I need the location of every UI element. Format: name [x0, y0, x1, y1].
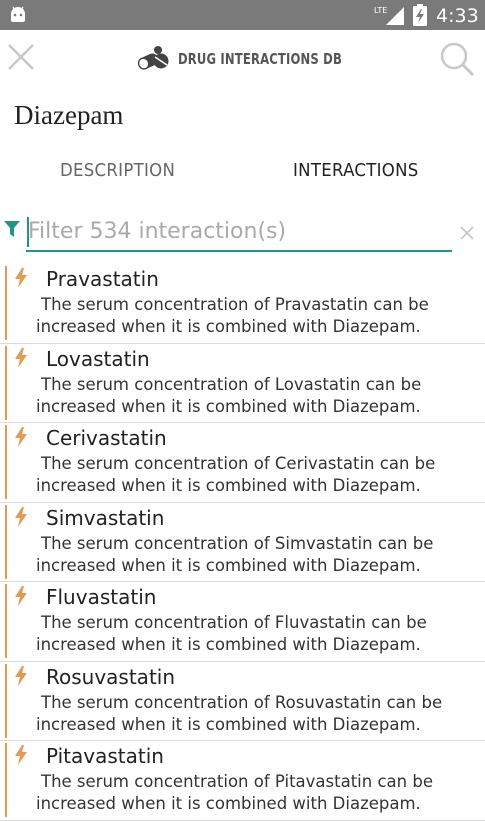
- list-item[interactable]: [0, 264, 485, 344]
- svg-text:LTE: LTE: [374, 6, 388, 15]
- filter-icon: [4, 221, 20, 239]
- app-bar: [0, 30, 485, 90]
- clear-icon[interactable]: [458, 224, 476, 242]
- severity-bar: [5, 743, 7, 817]
- battery-charging-icon: [412, 4, 428, 26]
- list-item[interactable]: [0, 582, 485, 662]
- tab-description[interactable]: DESCRIPTION: [60, 160, 176, 181]
- status-bar: [0, 0, 485, 30]
- list-item[interactable]: [0, 503, 485, 583]
- interaction-drug-name: Fluvastatin: [46, 585, 157, 609]
- interaction-description: The serum concentration of Pravastatin can be increased when it is combined with Diazepam.: [36, 295, 429, 336]
- list-item[interactable]: [0, 741, 485, 821]
- severity-bar: [5, 664, 7, 738]
- interaction-description: The serum concentration of Pitavastatin can be increased when it is combined with Diazepam.: [36, 772, 433, 813]
- lightning-bolt-icon: [14, 507, 28, 527]
- lightning-bolt-icon: [14, 268, 28, 288]
- app-title: DRUG INTERACTIONS DB: [178, 50, 343, 68]
- interaction-description: The serum concentration of Rosuvastatin can be increased when it is combined with Diazepam.: [36, 692, 443, 734]
- search-icon[interactable]: [438, 40, 476, 78]
- close-icon[interactable]: [6, 42, 36, 72]
- severity-bar: [5, 425, 7, 499]
- status-time: 4:33: [436, 5, 479, 27]
- interaction-drug-name: Rosuvastatin: [46, 664, 176, 689]
- interaction-description: The serum concentration of Fluvastatin can be increased when it is combined with Diazepam.: [36, 613, 427, 654]
- interaction-list: [0, 264, 485, 821]
- lightning-bolt-icon: [14, 666, 28, 686]
- lte-signal-icon: [372, 4, 406, 26]
- list-item[interactable]: [0, 344, 485, 424]
- interaction-description: The serum concentration of Cerivastatin can be increased when it is combined with Diazepam.: [36, 454, 436, 495]
- lightning-bolt-icon: [14, 586, 28, 606]
- severity-bar: [5, 584, 7, 658]
- interaction-description: The serum concentration of Simvastatin can be increased when it is combined with Diazepam.: [36, 533, 434, 575]
- tab-bar: [0, 150, 485, 194]
- interaction-drug-name: Lovastatin: [46, 346, 150, 371]
- interaction-drug-name: Pravastatin: [46, 267, 159, 291]
- android-icon: [8, 5, 28, 23]
- severity-bar: [5, 505, 7, 579]
- drug-title: Diazepam: [14, 100, 124, 130]
- lightning-bolt-icon: [14, 427, 28, 447]
- pills-icon: [136, 44, 170, 72]
- text-cursor: [27, 217, 29, 247]
- tab-interactions[interactable]: INTERACTIONS: [293, 160, 419, 181]
- lightning-bolt-icon: [14, 348, 28, 368]
- list-item[interactable]: [0, 662, 485, 742]
- interaction-drug-name: Pitavastatin: [46, 744, 164, 768]
- lightning-bolt-icon: [14, 745, 28, 765]
- interaction-drug-name: Simvastatin: [46, 505, 165, 530]
- interaction-drug-name: Cerivastatin: [46, 426, 167, 450]
- interaction-description: The serum concentration of Lovastatin can be increased when it is combined with Diazepam.: [36, 374, 422, 416]
- filter-input[interactable]: [26, 212, 452, 252]
- severity-bar: [5, 266, 7, 340]
- list-item[interactable]: [0, 423, 485, 503]
- severity-bar: [5, 346, 7, 420]
- filter-row: [0, 208, 485, 252]
